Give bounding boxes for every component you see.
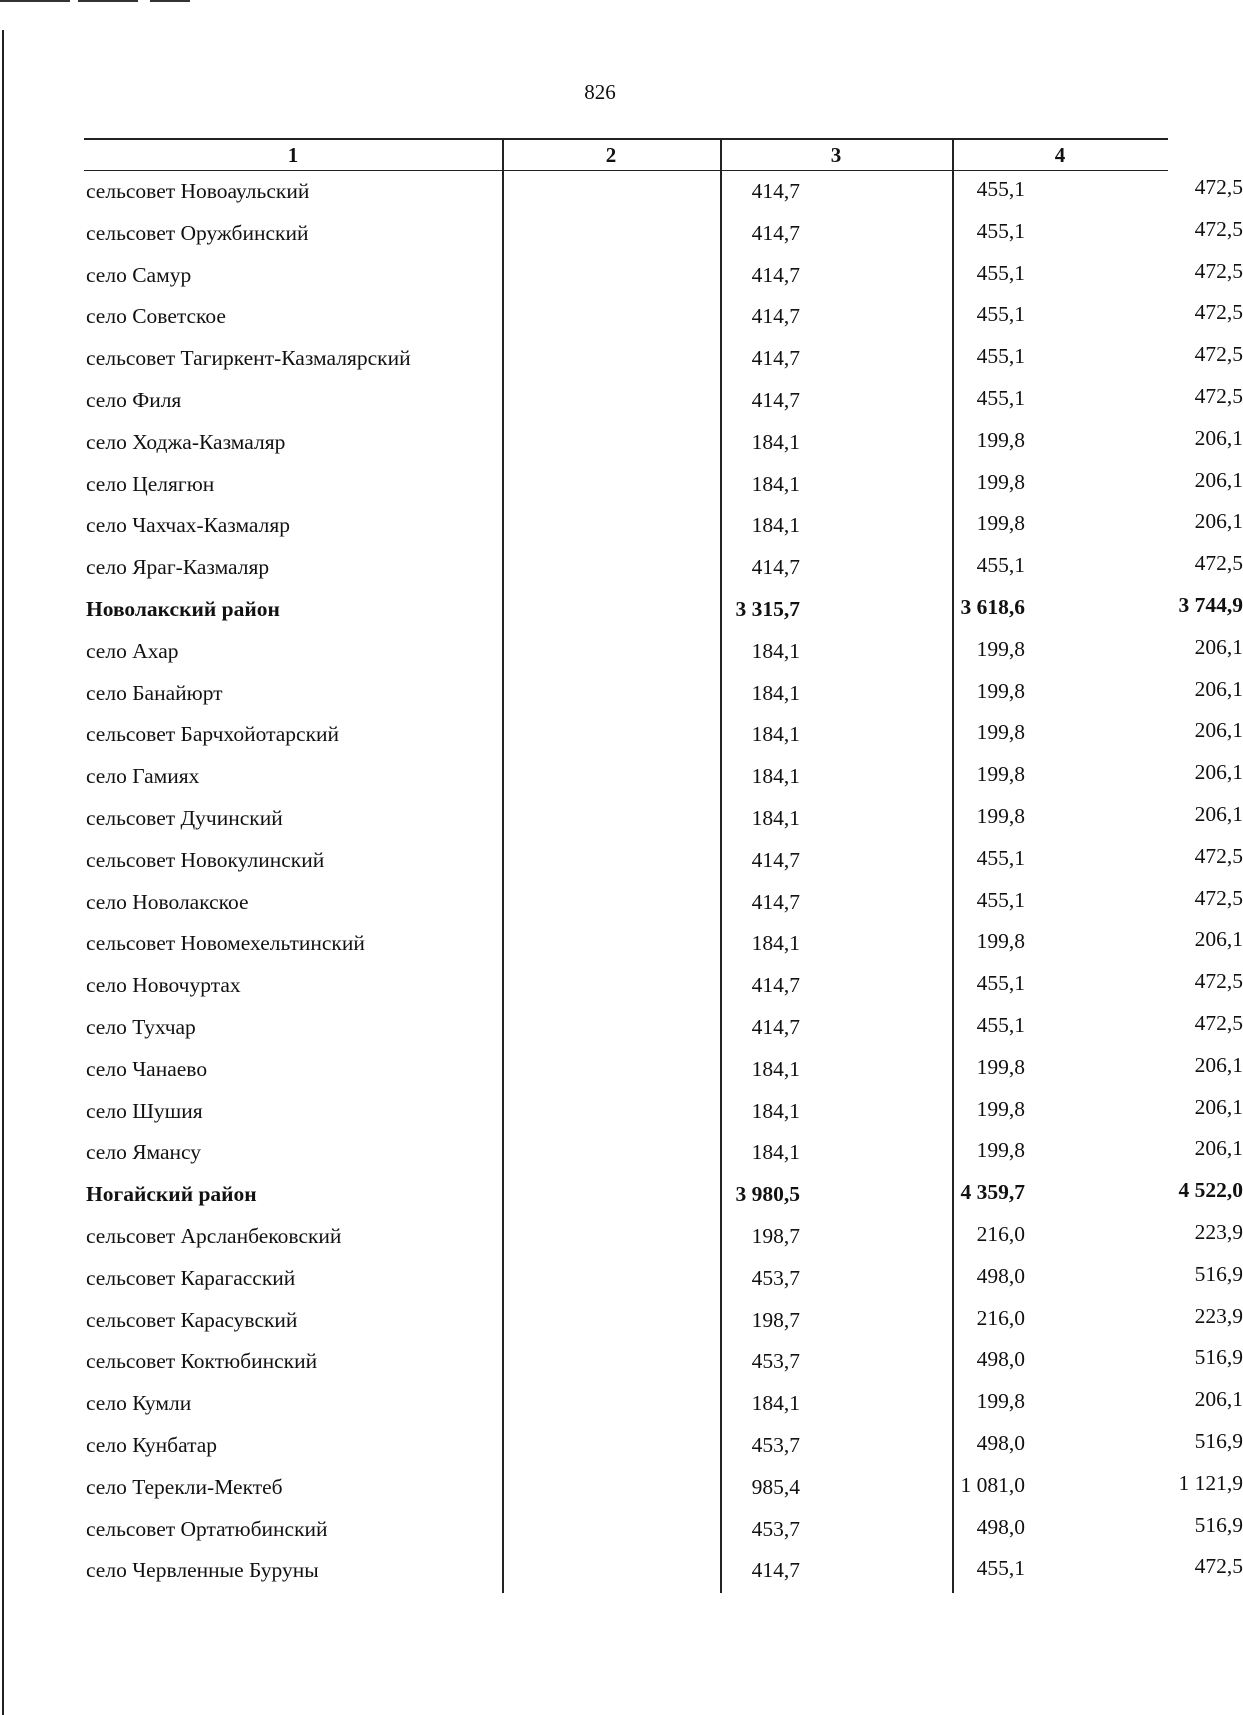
table-row — [84, 882, 1243, 924]
cell-col4: 223,9 — [1194, 1219, 1243, 1244]
cell-col4: 206,1 — [1194, 760, 1243, 785]
table-row — [84, 547, 1243, 589]
cell-name: сельсовет Оружбинский — [86, 220, 309, 245]
table-body — [84, 171, 1243, 1592]
cell-col2: 184,1 — [751, 513, 800, 538]
cell-name: сельсовет Тагиркент-Казмалярский — [86, 346, 411, 371]
cell-name: село Чанаево — [86, 1056, 208, 1081]
cell-name: село Шушия — [86, 1098, 203, 1123]
cell-name: село Чахчах-Казмаляр — [86, 513, 291, 538]
cell-col3: 199,8 — [976, 427, 1025, 452]
cell-col3: 498,0 — [976, 1514, 1025, 1539]
cell-name: село Ахар — [86, 638, 179, 663]
cell-col3: 199,8 — [976, 1138, 1025, 1163]
table-row — [84, 213, 1243, 255]
cell-name: село Ходжа-Казмаляр — [86, 429, 286, 454]
table-row — [84, 422, 1243, 464]
cell-col4: 472,5 — [1194, 258, 1243, 283]
cell-col2: 184,1 — [751, 1098, 800, 1123]
table-row — [84, 171, 1243, 213]
cell-col4: 472,5 — [1194, 969, 1243, 994]
cell-col4: 472,5 — [1194, 175, 1243, 199]
cell-col2: 184,1 — [751, 1391, 800, 1416]
header-cell-3: 3 — [830, 143, 842, 167]
cell-col2: 184,1 — [751, 429, 800, 454]
cell-col3: 498,0 — [976, 1347, 1025, 1372]
cell-col2: 184,1 — [751, 680, 800, 705]
cell-col2: 414,7 — [751, 346, 800, 371]
cell-col2: 453,7 — [751, 1349, 800, 1374]
cell-col4: 516,9 — [1194, 1512, 1243, 1537]
cell-name: сельсовет Ортатюбинский — [86, 1516, 328, 1541]
cell-col4: 472,5 — [1194, 216, 1243, 241]
cell-col4: 206,1 — [1194, 467, 1243, 492]
cell-col4: 3 744,9 — [1178, 592, 1243, 617]
header-cell-2: 2 — [605, 143, 617, 167]
cell-col2: 414,7 — [751, 1558, 800, 1583]
cell-col3: 455,1 — [976, 302, 1025, 327]
cell-col4: 516,9 — [1194, 1345, 1243, 1370]
page-number: 826 — [584, 80, 616, 104]
cell-col3: 455,1 — [976, 1012, 1025, 1037]
cell-col2: 184,1 — [751, 931, 800, 956]
table-row — [84, 255, 1243, 297]
cell-col3: 199,8 — [976, 762, 1025, 787]
cell-col3: 455,1 — [976, 344, 1025, 369]
cell-col2: 184,1 — [751, 764, 800, 789]
cell-col3: 455,1 — [976, 845, 1025, 870]
table-row — [84, 714, 1243, 756]
table-row — [84, 631, 1243, 673]
cell-col4: 472,5 — [1194, 342, 1243, 367]
cell-col2: 453,7 — [751, 1265, 800, 1290]
cell-name: сельсовет Карагасский — [86, 1265, 296, 1290]
cell-col3: 199,8 — [976, 1389, 1025, 1414]
cell-col3: 199,8 — [976, 469, 1025, 494]
cell-col2: 414,7 — [751, 889, 800, 914]
table-row — [84, 1467, 1243, 1509]
cell-col3: 3 618,6 — [960, 594, 1025, 619]
cell-col3: 216,0 — [976, 1305, 1025, 1330]
cell-col4: 472,5 — [1194, 300, 1243, 325]
cell-col3: 498,0 — [976, 1430, 1025, 1455]
cell-col4: 206,1 — [1194, 927, 1243, 952]
cell-col2: 414,7 — [751, 220, 800, 245]
table-row — [84, 1091, 1243, 1133]
cell-col2: 414,7 — [751, 262, 800, 287]
cell-col3: 455,1 — [976, 385, 1025, 410]
cell-col2: 414,7 — [751, 387, 800, 412]
cell-col4: 472,5 — [1194, 1010, 1243, 1035]
cell-name: село Новочуртах — [86, 973, 241, 998]
cell-col3: 199,8 — [976, 803, 1025, 828]
cell-col3: 199,8 — [976, 511, 1025, 536]
cell-name: село Филя — [86, 387, 182, 412]
cell-col4: 4 522,0 — [1178, 1178, 1243, 1203]
cell-name: село Советское — [86, 304, 226, 329]
cell-name: Ногайский район — [86, 1182, 257, 1207]
cell-name: село Новолакское — [86, 889, 249, 914]
cell-col2: 184,1 — [751, 722, 800, 747]
cell-col2: 184,1 — [751, 471, 800, 496]
cell-col2: 414,7 — [751, 304, 800, 329]
header-cell-1: 1 — [287, 143, 299, 167]
table-row — [84, 296, 1243, 338]
cell-name: Новолакский район — [86, 596, 280, 621]
cell-col4: 206,1 — [1194, 1052, 1243, 1077]
cell-col4: 472,5 — [1194, 1554, 1243, 1579]
table-row — [84, 1550, 1243, 1592]
cell-name: село Тухчар — [86, 1014, 196, 1039]
cell-col3: 199,8 — [976, 678, 1025, 703]
cell-col3: 455,1 — [976, 218, 1025, 243]
table-row — [84, 798, 1243, 840]
cell-name: село Кунбатар — [86, 1432, 218, 1457]
cell-col4: 206,1 — [1194, 425, 1243, 450]
cell-col3: 199,8 — [976, 720, 1025, 745]
cell-col4: 206,1 — [1194, 676, 1243, 701]
cell-col4: 206,1 — [1194, 1094, 1243, 1119]
cell-col4: 206,1 — [1194, 801, 1243, 826]
district-total-row — [84, 589, 1243, 631]
cell-col2: 184,1 — [751, 1140, 800, 1165]
table-row — [84, 1258, 1243, 1300]
cell-col2: 414,7 — [751, 1014, 800, 1039]
table-row — [84, 965, 1243, 1007]
cell-col4: 516,9 — [1194, 1261, 1243, 1286]
cell-name: село Яраг-Казмаляр — [86, 555, 270, 580]
cell-col2: 414,7 — [751, 973, 800, 998]
scan-edge-left — [2, 30, 4, 1715]
cell-name: сельсовет Карасувский — [86, 1307, 298, 1332]
cell-name: село Ямансу — [86, 1140, 202, 1165]
cell-name: сельсовет Новоаульский — [86, 179, 310, 203]
cell-col2: 184,1 — [751, 805, 800, 830]
cell-name: сельсовет Новомехельтинский — [86, 931, 365, 956]
cell-name: сельсовет Дучинский — [86, 805, 283, 830]
cell-col3: 455,1 — [976, 177, 1025, 201]
cell-col3: 455,1 — [976, 887, 1025, 912]
cell-name: сельсовет Арсланбековский — [86, 1223, 342, 1248]
cell-name: сельсовет Новокулинский — [86, 847, 325, 872]
table-row — [84, 1425, 1243, 1467]
cell-col3: 4 359,7 — [960, 1180, 1025, 1205]
table-row — [84, 840, 1243, 882]
cell-name: село Гамиях — [86, 764, 200, 789]
table-row — [84, 673, 1243, 715]
header-cell-4: 4 — [1054, 143, 1066, 167]
cell-col4: 1 121,9 — [1178, 1470, 1243, 1495]
cell-col2: 985,4 — [751, 1474, 800, 1499]
table-row — [84, 1341, 1243, 1383]
cell-name: село Кумли — [86, 1391, 192, 1416]
cell-col2: 184,1 — [751, 1056, 800, 1081]
scan-edge-top — [0, 0, 200, 2]
cell-col4: 206,1 — [1194, 1136, 1243, 1161]
cell-col4: 516,9 — [1194, 1428, 1243, 1453]
table-row — [84, 1300, 1243, 1342]
cell-col4: 206,1 — [1194, 718, 1243, 743]
table-row — [84, 1049, 1243, 1091]
cell-col4: 206,1 — [1194, 1387, 1243, 1412]
cell-name: село Червленные Буруны — [86, 1558, 319, 1583]
table-row — [84, 756, 1243, 798]
cell-col4: 472,5 — [1194, 383, 1243, 408]
cell-col2: 3 980,5 — [735, 1182, 800, 1207]
cell-col2: 3 315,7 — [735, 596, 800, 621]
cell-col2: 453,7 — [751, 1432, 800, 1457]
cell-name: село Целягюн — [86, 471, 215, 496]
cell-name: село Терекли-Мектеб — [86, 1474, 283, 1499]
table-row — [84, 923, 1243, 965]
cell-col3: 199,8 — [976, 636, 1025, 661]
cell-name: село Банайюрт — [86, 680, 223, 705]
cell-col3: 455,1 — [976, 971, 1025, 996]
table-row — [84, 1216, 1243, 1258]
cell-col4: 472,5 — [1194, 843, 1243, 868]
cell-col2: 184,1 — [751, 638, 800, 663]
cell-col3: 199,8 — [976, 1096, 1025, 1121]
table-row — [84, 1509, 1243, 1551]
cell-col2: 414,7 — [751, 847, 800, 872]
cell-name: сельсовет Барчхойотарский — [86, 722, 340, 747]
cell-col4: 472,5 — [1194, 551, 1243, 576]
cell-col4: 472,5 — [1194, 885, 1243, 910]
cell-col3: 199,8 — [976, 1054, 1025, 1079]
cell-col2: 198,7 — [751, 1223, 800, 1248]
cell-name: сельсовет Коктюбинский — [86, 1349, 318, 1374]
cell-col2: 414,7 — [751, 555, 800, 580]
table-row — [84, 1383, 1243, 1425]
cell-col3: 1 081,0 — [960, 1472, 1025, 1497]
table-row — [84, 1007, 1243, 1049]
cell-col2: 414,7 — [751, 179, 800, 203]
district-total-row — [84, 1174, 1243, 1216]
table-row — [84, 464, 1243, 506]
data-table — [84, 138, 1243, 1592]
cell-col3: 498,0 — [976, 1263, 1025, 1288]
cell-col2: 198,7 — [751, 1307, 800, 1332]
cell-col3: 455,1 — [976, 260, 1025, 285]
cell-col3: 199,8 — [976, 929, 1025, 954]
cell-col3: 455,1 — [976, 553, 1025, 578]
cell-col4: 206,1 — [1194, 509, 1243, 534]
cell-col2: 453,7 — [751, 1516, 800, 1541]
cell-col4: 206,1 — [1194, 634, 1243, 659]
cell-name: село Самур — [86, 262, 192, 287]
cell-col3: 455,1 — [976, 1556, 1025, 1581]
table-row — [84, 380, 1243, 422]
table-row — [84, 1132, 1243, 1174]
table-row — [84, 505, 1243, 547]
table-row — [84, 338, 1243, 380]
cell-col4: 223,9 — [1194, 1303, 1243, 1328]
cell-col3: 216,0 — [976, 1221, 1025, 1246]
